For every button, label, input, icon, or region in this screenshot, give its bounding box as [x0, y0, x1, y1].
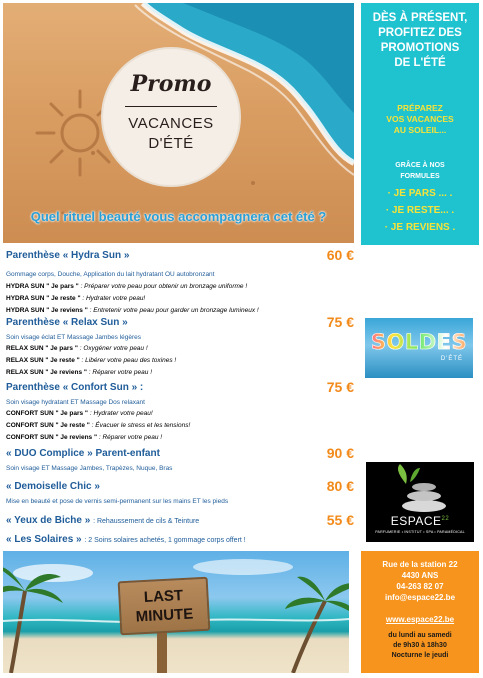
treatment-detail-line: [6, 422, 190, 429]
contact-address: [361, 559, 479, 603]
treatment-title: [6, 534, 246, 545]
treatment-detail-line: [6, 357, 176, 364]
treatment-name: « Hydra Sun »: [62, 250, 130, 261]
hero-question: Quel rituel beauté vous accompagnera cet été ?: [30, 209, 327, 224]
detail-text: : Évacuer le stress et les tensions!: [91, 422, 191, 429]
treatment-title: [6, 382, 143, 393]
headline-line: DE L'ÉTÉ: [394, 57, 446, 69]
soldes-ete-banner: [365, 318, 473, 378]
treatment-description: Gommage corps, Douche, Application du lait hydratant OU autobronzant: [6, 271, 215, 278]
formulas-intro-line: GRÂCE À NOS: [395, 162, 445, 169]
headline-line: PROFITEZ DES: [378, 27, 462, 39]
detail-text: : Préparer votre peau pour obtenir un bronzage uniforme !: [80, 283, 248, 290]
treatment-prefix: Parenthèse: [6, 317, 60, 328]
detail-text: : Réparer votre peau !: [88, 369, 152, 376]
treatment-suffix: : 2 Soins solaires achetés, 1 gommage corps offert !: [84, 537, 246, 544]
treatment-name: « Confort Sun » :: [62, 382, 144, 393]
promo-word: Promo: [130, 71, 212, 97]
treatment-title: [6, 481, 100, 492]
detail-text: : Entretenir votre peau pour garder un bronzage lumineux !: [89, 307, 259, 314]
headline-line: DÈS À PRÉSENT,: [372, 12, 468, 24]
treatment-detail-line: [6, 283, 247, 290]
treatment-detail-line: [6, 410, 153, 417]
treatment-description: Soin visage éclat ET Massage Jambes légères: [6, 334, 142, 341]
treatment-detail-line: [6, 369, 152, 376]
detail-text: : Oxygéner votre peau !: [79, 345, 148, 352]
hours-line: du lundi au samedi: [388, 632, 452, 639]
treatment-price: 55 €: [326, 512, 354, 528]
espace-number: 22: [441, 516, 450, 522]
espace-word: ESPACE: [390, 514, 442, 528]
treatment-price: 60 €: [326, 247, 354, 263]
email-address[interactable]: info@espace22.be: [384, 593, 456, 602]
last-minute-beach-image: [3, 551, 349, 673]
detail-text: : Réparer votre peau !: [98, 434, 163, 441]
soldes-word: SOLDES: [365, 330, 473, 354]
formulas-intro-line: FORMULES: [400, 173, 440, 180]
espace22-logo: [366, 462, 474, 542]
promo-headline: [361, 11, 479, 71]
promo-line-vacances: VACANCES: [128, 115, 214, 132]
formulas-list: [361, 185, 479, 236]
sign-post: [157, 633, 167, 673]
detail-label: HYDRA SUN " Je reste ": [6, 295, 81, 302]
detail-text: : Hydrater votre peau!: [89, 410, 153, 417]
treatment-title: [6, 515, 199, 526]
treatment-prefix: Parenthèse: [6, 250, 60, 261]
treatment-detail-line: [6, 345, 148, 352]
stones-leaf-icon: [366, 462, 474, 514]
treatment-price: 75 €: [326, 314, 354, 330]
treatment-title: [6, 317, 128, 328]
treatment-detail-line: [6, 307, 259, 314]
detail-text: : Libérer votre peau des toxines !: [81, 357, 177, 364]
treatment-name: « Yeux de Biche »: [6, 515, 91, 526]
detail-label: RELAX SUN " Je pars ": [6, 345, 78, 352]
detail-label: CONFORT SUN " Je reste ": [6, 422, 90, 429]
treatment-name: « Les Solaires »: [6, 534, 82, 545]
hours-line: Nocturne le jeudi: [391, 652, 449, 659]
formula-item: · JE REVIENS .: [384, 222, 456, 233]
formula-item: · JE RESTE... .: [385, 205, 455, 216]
detail-label: HYDRA SUN " Je pars ": [6, 283, 79, 290]
promo-badge: [101, 47, 241, 187]
sign-line-2: MINUTE: [135, 605, 194, 626]
treatment-prefix: Parenthèse: [6, 382, 60, 393]
formula-item: · JE PARS ... .: [387, 188, 453, 199]
promo-divider: [125, 106, 217, 107]
address-line: Rue de la station 22: [382, 560, 458, 569]
espace-tagline: PARFUMERIE • INSTITUT • SPA • PARAMÉDICAL: [375, 530, 465, 534]
sign-line-1: LAST: [143, 587, 184, 607]
formulas-intro: [361, 160, 479, 182]
treatment-title: [6, 448, 160, 459]
contact-panel: [361, 551, 479, 673]
hero-banner: [3, 3, 354, 243]
treatment-price: 80 €: [326, 478, 354, 494]
treatment-title: [6, 250, 129, 261]
summer-promo-panel: [361, 3, 479, 245]
address-city: 4430 ANS: [401, 571, 439, 580]
subheadline-line: AU SOLEIL...: [393, 125, 447, 135]
hours-line: de 9h30 à 18h30: [393, 642, 447, 649]
detail-label: RELAX SUN " Je reviens ": [6, 369, 87, 376]
opening-hours: [361, 631, 479, 661]
treatment-description: Mise en beauté et pose de vernis semi-permanent sur les mains ET les pieds: [6, 498, 229, 505]
website-link[interactable]: www.espace22.be: [385, 615, 455, 624]
treatment-description: Soin visage hydratant ET Massage Dos relaxant: [6, 399, 145, 406]
treatment-detail-line: [6, 295, 145, 302]
promo-subheadline: [361, 103, 479, 136]
treatment-suffix: : Rehaussement de cils & Teinture: [93, 518, 200, 525]
soldes-subtitle: D'ÉTÉ: [440, 356, 463, 362]
detail-label: HYDRA SUN " Je reviens ": [6, 307, 88, 314]
treatment-name: « DUO Complice » Parent-enfant: [6, 448, 160, 459]
subheadline-line: VOS VACANCES: [386, 114, 454, 124]
treatment-price: 75 €: [326, 379, 354, 395]
detail-label: RELAX SUN " Je reste ": [6, 357, 80, 364]
treatment-name: « Demoiselle Chic »: [6, 481, 100, 492]
treatment-description: Soin visage ET Massage Jambes, Trapèzes, Nuque, Bras: [6, 465, 173, 472]
last-minute-sign: [118, 577, 211, 636]
headline-line: PROMOTIONS: [380, 42, 460, 54]
treatment-name: « Relax Sun »: [62, 317, 128, 328]
detail-label: CONFORT SUN " Je reviens ": [6, 434, 98, 441]
detail-label: CONFORT SUN " Je pars ": [6, 410, 89, 417]
detail-text: : Hydrater votre peau!: [82, 295, 146, 302]
promo-line-ete: D'ÉTÉ: [148, 135, 194, 152]
treatment-price: 90 €: [326, 445, 354, 461]
subheadline-line: PRÉPAREZ: [397, 103, 443, 113]
treatment-detail-line: [6, 434, 162, 441]
espace-name: [366, 514, 474, 528]
phone-number: 04-263 82 07: [396, 582, 444, 591]
